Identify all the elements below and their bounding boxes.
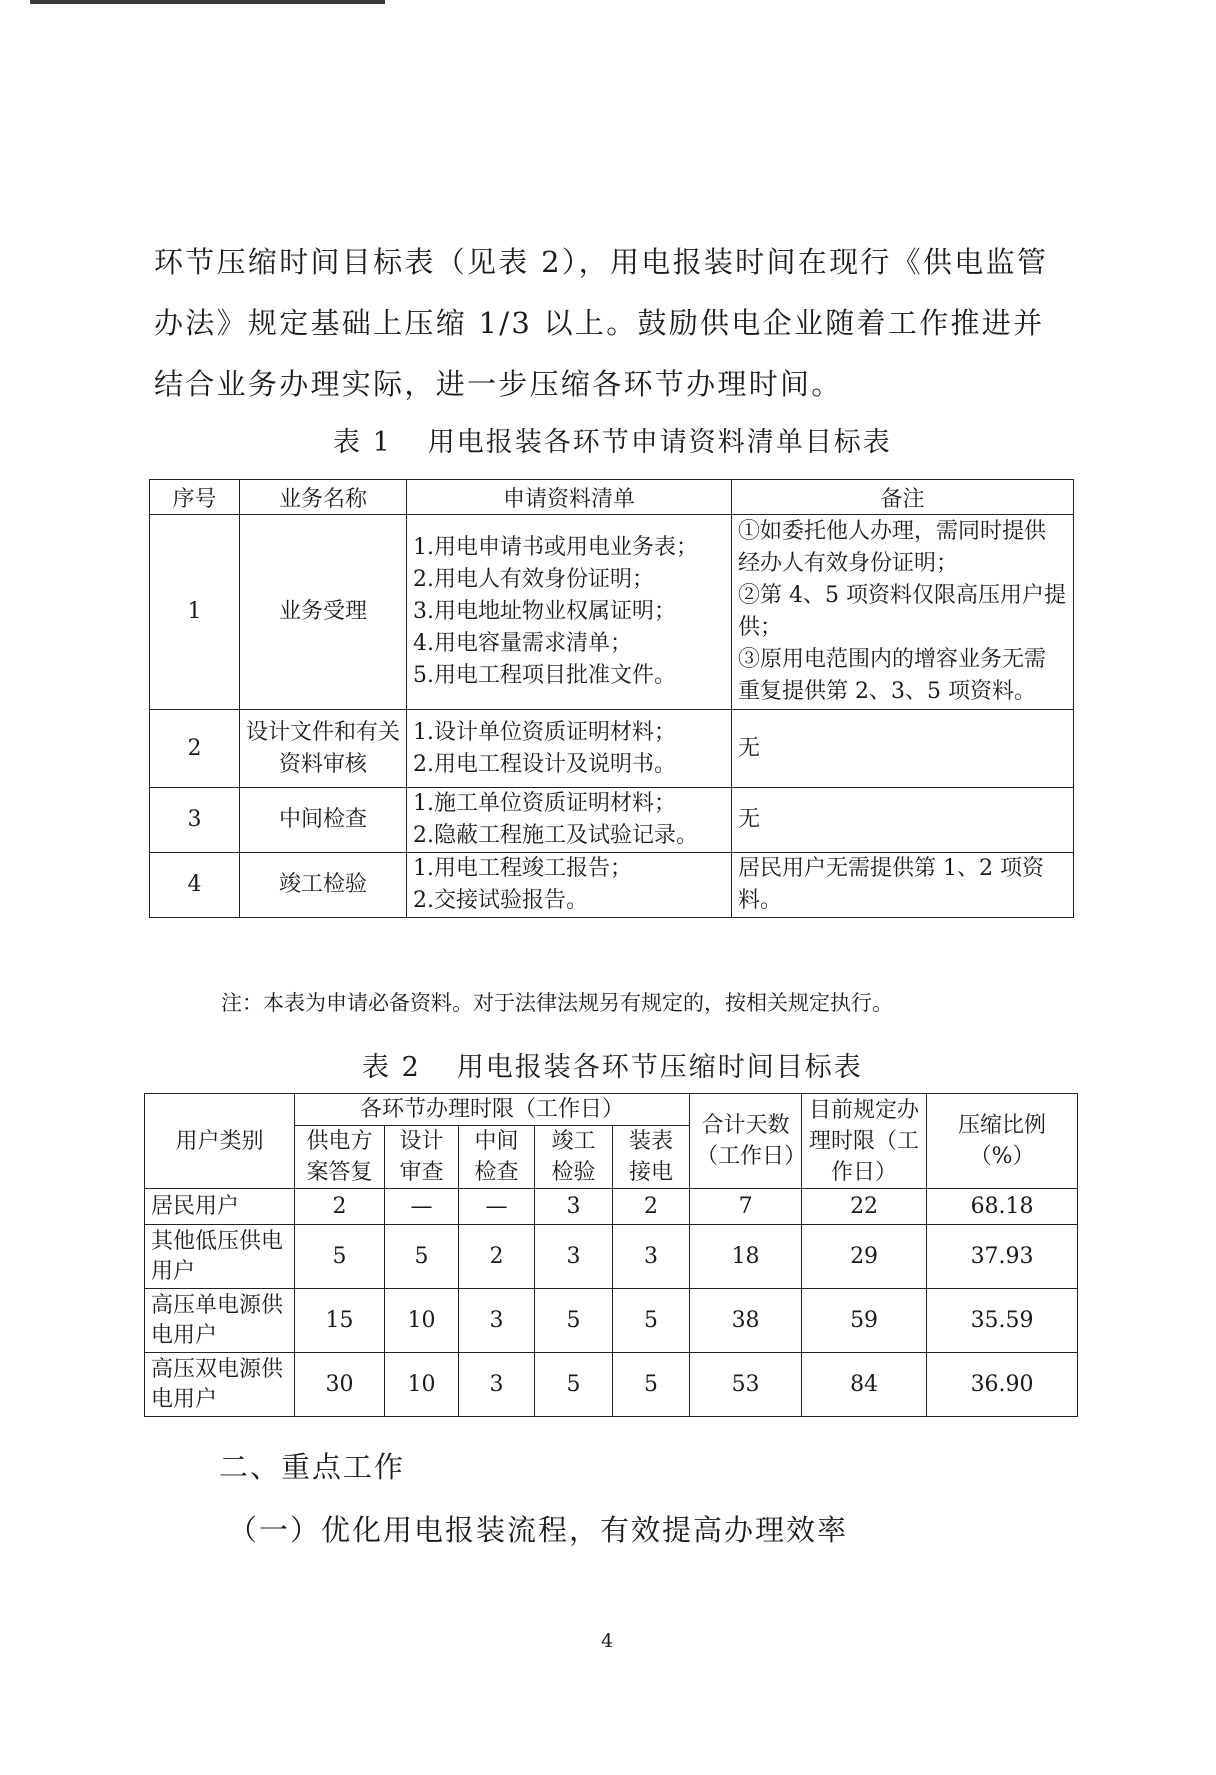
stage-days: 3 bbox=[459, 1289, 535, 1353]
current-limit: 22 bbox=[802, 1189, 927, 1225]
table1-note: 注：本表为申请必备资料。对于法律法规另有规定的，按相关规定执行。 bbox=[221, 991, 893, 1015]
stage-days: 2 bbox=[459, 1225, 535, 1289]
stage-days: 15 bbox=[295, 1289, 385, 1353]
stage-days: 2 bbox=[613, 1189, 690, 1225]
timelimit-table-row bbox=[145, 1289, 1078, 1353]
business-name: 竣工检验 bbox=[240, 853, 407, 918]
current-limit: 59 bbox=[802, 1289, 927, 1353]
stage-days: 5 bbox=[613, 1289, 690, 1353]
remark-text: ①如委托他人办理，需同时提供经办人有效身份证明； bbox=[738, 519, 1047, 576]
compression-ratio: 37.93 bbox=[927, 1225, 1078, 1289]
materials-list bbox=[407, 515, 732, 710]
stage-days: 3 bbox=[459, 1353, 535, 1417]
stage-days: 2 bbox=[295, 1189, 385, 1225]
table2-caption bbox=[362, 1045, 863, 1084]
stage-days: 5 bbox=[385, 1225, 459, 1289]
timelimit-table bbox=[144, 1093, 1078, 1417]
col-header-midcheck: 中间检查 bbox=[459, 1126, 535, 1189]
row-number: 1 bbox=[150, 515, 240, 710]
scan-edge-bar bbox=[30, 0, 385, 4]
stage-days: — bbox=[385, 1189, 459, 1225]
col-header-plan: 供电方案答复 bbox=[295, 1126, 385, 1189]
material-item: 2.隐蔽工程施工及试验记录。 bbox=[413, 823, 698, 848]
table1-caption-label: 表 1 bbox=[333, 427, 392, 458]
col-header-completion: 竣工检验 bbox=[535, 1126, 613, 1189]
current-limit: 84 bbox=[802, 1353, 927, 1417]
materials-table-header bbox=[150, 480, 1074, 515]
current-limit: 29 bbox=[802, 1225, 927, 1289]
col-header-design: 设计审查 bbox=[385, 1126, 459, 1189]
materials-list bbox=[407, 710, 732, 788]
remark-cell bbox=[732, 710, 1074, 788]
remark-cell bbox=[732, 853, 1074, 918]
remark-text: ②第 4、5 项资料仅限高压用户提供； bbox=[738, 583, 1066, 640]
remark-text: 无 bbox=[738, 735, 761, 761]
stage-days: 3 bbox=[613, 1225, 690, 1289]
col-header-materials: 申请资料清单 bbox=[407, 480, 732, 515]
business-name: 业务受理 bbox=[240, 515, 407, 710]
total-days: 53 bbox=[690, 1353, 802, 1417]
col-header-user-category: 用户类别 bbox=[145, 1094, 295, 1189]
business-name: 设计文件和有关资料审核 bbox=[240, 710, 407, 788]
materials-table bbox=[149, 479, 1074, 918]
table1-caption-title: 用电报装各环节申请资料清单目标表 bbox=[427, 427, 892, 458]
material-item: 2.交接试验报告。 bbox=[413, 888, 588, 913]
stage-days: 5 bbox=[295, 1225, 385, 1289]
section-heading: 二、重点工作 bbox=[219, 1450, 406, 1484]
col-header-current: 目前规定办理时限（工作日） bbox=[802, 1094, 927, 1189]
table2-caption-label: 表 2 bbox=[362, 1052, 421, 1083]
compression-ratio: 36.90 bbox=[927, 1353, 1078, 1417]
col-header-ratio: 压缩比例（%） bbox=[927, 1094, 1078, 1189]
stage-days: 5 bbox=[535, 1289, 613, 1353]
stage-days: 5 bbox=[535, 1353, 613, 1417]
stage-days: 10 bbox=[385, 1353, 459, 1417]
timelimit-table-row bbox=[145, 1353, 1078, 1417]
materials-table-row bbox=[150, 710, 1074, 788]
user-category: 高压双电源供电用户 bbox=[145, 1353, 295, 1417]
material-item: 2.用电工程设计及说明书。 bbox=[413, 751, 676, 777]
col-header-name: 业务名称 bbox=[240, 480, 407, 515]
business-name: 中间检查 bbox=[240, 788, 407, 853]
total-days: 7 bbox=[690, 1189, 802, 1225]
materials-list bbox=[407, 788, 732, 853]
material-item: 5.用电工程项目批准文件。 bbox=[413, 663, 676, 688]
row-number: 3 bbox=[150, 788, 240, 853]
remark-text: 居民用户无需提供第 1、2 项资料。 bbox=[738, 856, 1044, 913]
stage-days: 3 bbox=[535, 1189, 613, 1225]
materials-table-row bbox=[150, 853, 1074, 918]
materials-list bbox=[407, 853, 732, 918]
row-number: 2 bbox=[150, 710, 240, 788]
compression-ratio: 35.59 bbox=[927, 1289, 1078, 1353]
col-header-total: 合计天数（工作日） bbox=[690, 1094, 802, 1189]
remark-cell bbox=[732, 788, 1074, 853]
col-header-stage-group: 各环节办理时限（工作日） bbox=[295, 1094, 690, 1126]
materials-table-row bbox=[150, 788, 1074, 853]
stage-days: 5 bbox=[613, 1353, 690, 1417]
material-item: 3.用电地址物业权属证明； bbox=[413, 599, 676, 624]
col-header-meter: 装表接电 bbox=[613, 1126, 690, 1189]
material-item: 1.施工单位资质证明材料； bbox=[413, 791, 676, 816]
timelimit-table-row bbox=[145, 1225, 1078, 1289]
remark-cell bbox=[732, 515, 1074, 710]
stage-days: — bbox=[459, 1189, 535, 1225]
compression-ratio: 68.18 bbox=[927, 1189, 1078, 1225]
intro-paragraph: 环节压缩时间目标表（见表 2），用电报装时间在现行《供电监管办法》规定基础上压缩 1/3 以上。鼓励供电企业随着工作推进并结合业务办理实际，进一步压缩各环节办理时间。 bbox=[154, 245, 1049, 401]
material-item: 2.用电人有效身份证明； bbox=[413, 567, 654, 592]
user-category: 高压单电源供电用户 bbox=[145, 1289, 295, 1353]
row-number: 4 bbox=[150, 853, 240, 918]
timelimit-table-row bbox=[145, 1189, 1078, 1225]
total-days: 38 bbox=[690, 1289, 802, 1353]
table2-caption-title: 用电报装各环节压缩时间目标表 bbox=[456, 1052, 863, 1083]
stage-days: 10 bbox=[385, 1289, 459, 1353]
total-days: 18 bbox=[690, 1225, 802, 1289]
user-category: 居民用户 bbox=[145, 1189, 295, 1225]
material-item: 1.设计单位资质证明材料； bbox=[413, 719, 676, 745]
material-item: 1.用电工程竣工报告； bbox=[413, 856, 632, 881]
col-header-remark: 备注 bbox=[732, 480, 1074, 515]
remark-text: ③原用电范围内的增容业务无需重复提供第 2、3、5 项资料。 bbox=[738, 647, 1047, 704]
material-item: 1.用电申请书或用电业务表； bbox=[413, 535, 698, 560]
subsection-heading: （一）优化用电报装流程，有效提高办理效率 bbox=[228, 1513, 849, 1547]
stage-days: 3 bbox=[535, 1225, 613, 1289]
remark-text: 无 bbox=[738, 807, 761, 832]
materials-table-row bbox=[150, 515, 1074, 710]
stage-days: 30 bbox=[295, 1353, 385, 1417]
material-item: 4.用电容量需求清单； bbox=[413, 631, 632, 656]
page-number: 4 bbox=[601, 1630, 614, 1652]
col-header-no: 序号 bbox=[150, 480, 240, 515]
table1-caption bbox=[333, 420, 892, 459]
user-category: 其他低压供电用户 bbox=[145, 1225, 295, 1289]
